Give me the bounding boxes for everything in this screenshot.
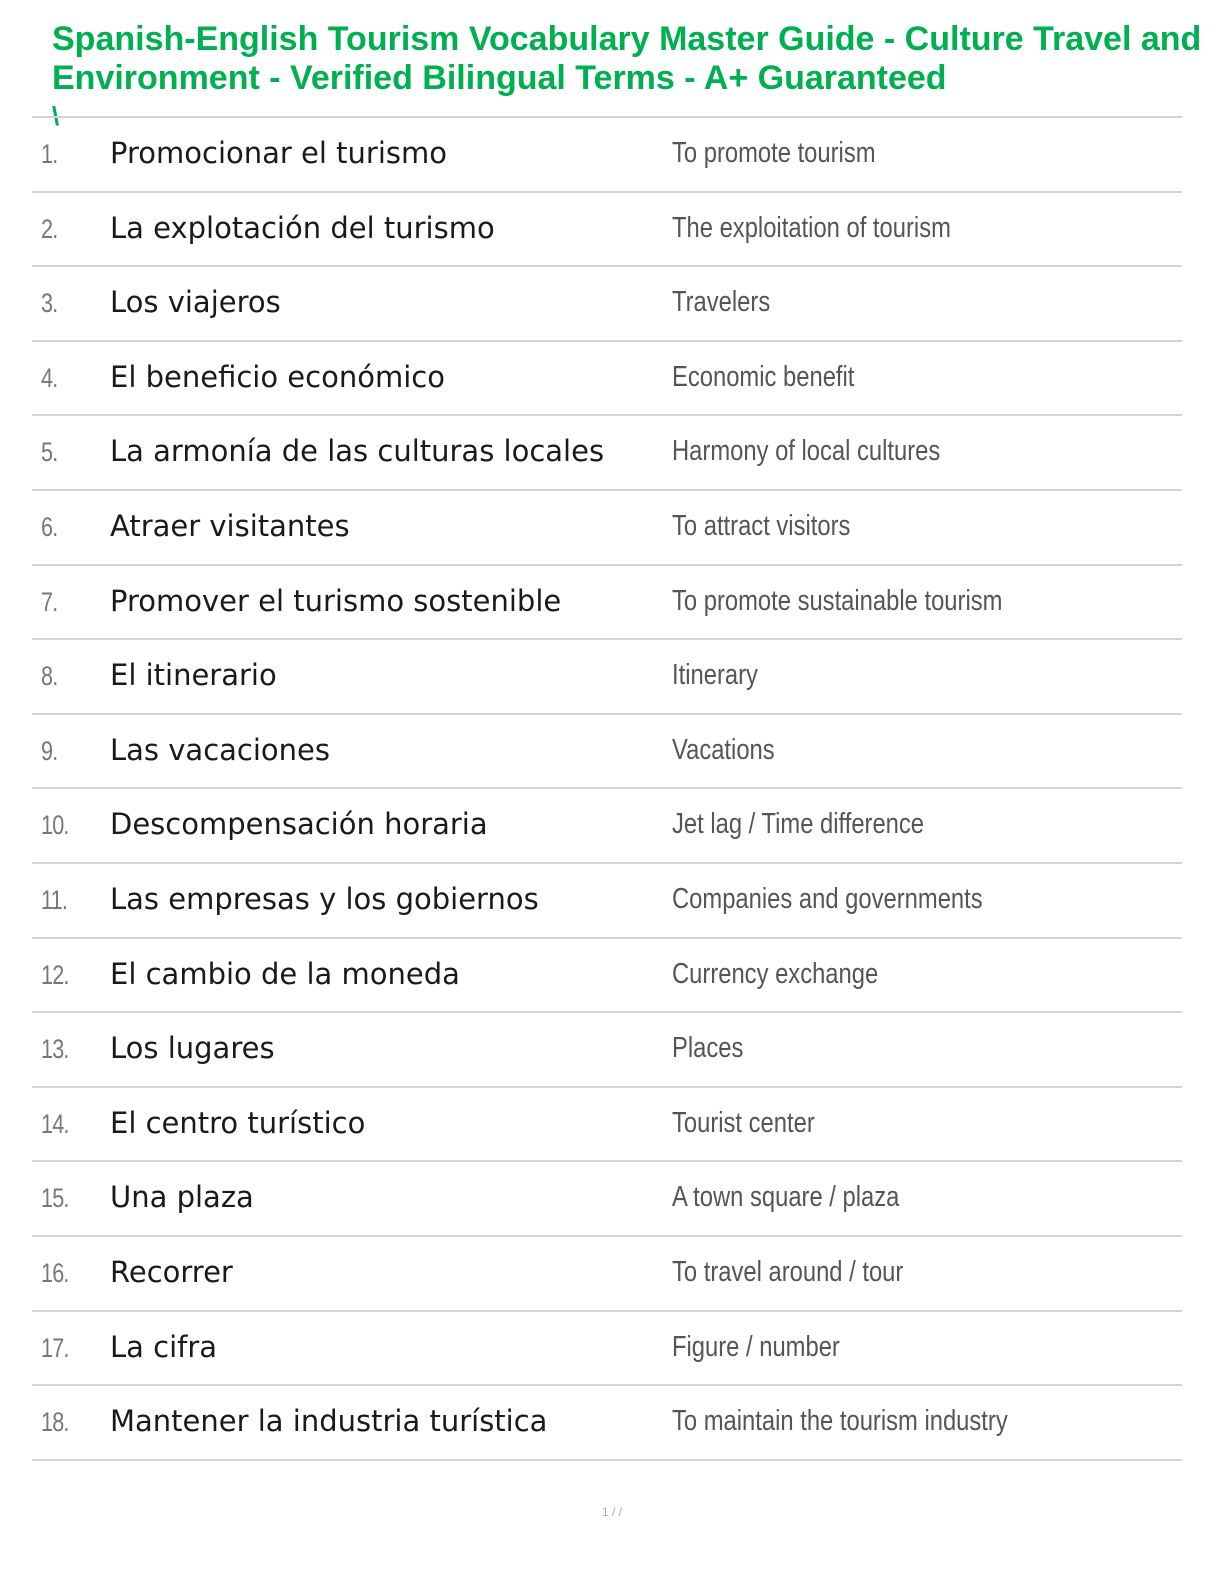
row-number: 17. xyxy=(41,1332,69,1363)
english-translation: Economic benefit xyxy=(672,360,855,393)
row-number: 1. xyxy=(41,139,58,169)
vocab-row xyxy=(32,267,1182,342)
vocab-row xyxy=(32,1386,1182,1461)
row-number: 2. xyxy=(41,213,58,244)
english-translation: Itinerary xyxy=(672,659,758,692)
row-number: 10. xyxy=(41,810,69,841)
english-translation: To travel around / tour xyxy=(672,1255,904,1288)
vocab-row xyxy=(32,939,1182,1014)
row-number: 18. xyxy=(41,1407,69,1438)
spanish-term: Descompensación horaria xyxy=(110,807,488,842)
vocab-row xyxy=(32,1013,1182,1088)
spanish-term: El beneficio económico xyxy=(110,359,445,394)
spanish-term: Las empresas y los gobiernos xyxy=(110,881,539,916)
vocab-row xyxy=(32,789,1182,864)
english-translation: Currency exchange xyxy=(672,957,879,990)
vocab-row xyxy=(32,416,1182,491)
vocab-row xyxy=(32,640,1182,715)
english-translation: To maintain the tourism industry xyxy=(672,1405,1008,1438)
row-number: 13. xyxy=(41,1034,69,1065)
row-number: 7. xyxy=(41,586,58,617)
spanish-term: El itinerario xyxy=(110,658,277,693)
vocab-row xyxy=(32,1237,1182,1312)
row-number: 15. xyxy=(41,1183,69,1214)
document-title: Spanish-English Tourism Vocabulary Master Guide - Culture Travel and Environment - Verified Bilingual Terms - A+ Guaranteed xyxy=(52,20,1202,97)
row-number: 3. xyxy=(41,288,58,319)
stray-mark: \ xyxy=(52,101,60,131)
spanish-term: Promover el turismo sostenible xyxy=(110,583,562,618)
row-number: 9. xyxy=(41,735,58,766)
spanish-term: Mantener la industria turística xyxy=(110,1404,548,1439)
spanish-term: El cambio de la moneda xyxy=(110,956,460,991)
english-translation: Places xyxy=(672,1032,744,1065)
vocab-row xyxy=(32,566,1182,641)
spanish-term: Atraer visitantes xyxy=(110,508,350,543)
spanish-term: Una plaza xyxy=(110,1180,254,1215)
row-number: 11. xyxy=(41,884,68,915)
vocab-row xyxy=(32,1162,1182,1237)
vocabulary-table xyxy=(32,116,1182,1461)
english-translation: To attract visitors xyxy=(672,509,851,542)
vocab-row xyxy=(32,342,1182,417)
english-translation: Tourist center xyxy=(672,1106,815,1139)
row-number: 8. xyxy=(41,661,58,692)
spanish-term: La cifra xyxy=(110,1329,218,1364)
spanish-term: Los lugares xyxy=(110,1031,275,1066)
row-number: 16. xyxy=(41,1257,69,1288)
row-number: 6. xyxy=(41,511,58,542)
english-translation: A town square / plaza xyxy=(672,1181,900,1214)
row-number: 12. xyxy=(41,959,69,990)
spanish-term: La armonía de las culturas locales xyxy=(110,434,605,469)
english-translation: Jet lag / Time difference xyxy=(672,808,925,841)
vocab-row xyxy=(32,491,1182,566)
english-translation: Companies and governments xyxy=(672,882,983,915)
spanish-term: Recorrer xyxy=(110,1254,233,1289)
english-translation: Vacations xyxy=(672,733,775,766)
spanish-term: Promocionar el turismo xyxy=(110,136,447,170)
vocab-row xyxy=(32,193,1182,268)
spanish-term: El centro turístico xyxy=(110,1105,366,1140)
vocab-row xyxy=(32,1088,1182,1163)
spanish-term: Las vacaciones xyxy=(110,732,330,767)
english-translation: Figure / number xyxy=(672,1330,840,1363)
vocab-row xyxy=(32,715,1182,790)
row-number: 5. xyxy=(41,437,58,468)
row-number: 4. xyxy=(41,362,58,393)
english-translation: To promote sustainable tourism xyxy=(672,584,1003,617)
english-translation: The exploitation of tourism xyxy=(672,211,951,244)
english-translation: To promote tourism xyxy=(672,137,876,169)
english-translation: Harmony of local cultures xyxy=(672,435,941,468)
vocab-row xyxy=(32,118,1182,193)
vocab-row xyxy=(32,864,1182,939)
spanish-term: La explotación del turismo xyxy=(110,210,495,245)
page-number: 1 / / xyxy=(601,1505,622,1519)
row-number: 14. xyxy=(41,1108,69,1139)
english-translation: Travelers xyxy=(672,286,771,319)
spanish-term: Los viajeros xyxy=(110,285,281,320)
vocab-row xyxy=(32,1312,1182,1387)
